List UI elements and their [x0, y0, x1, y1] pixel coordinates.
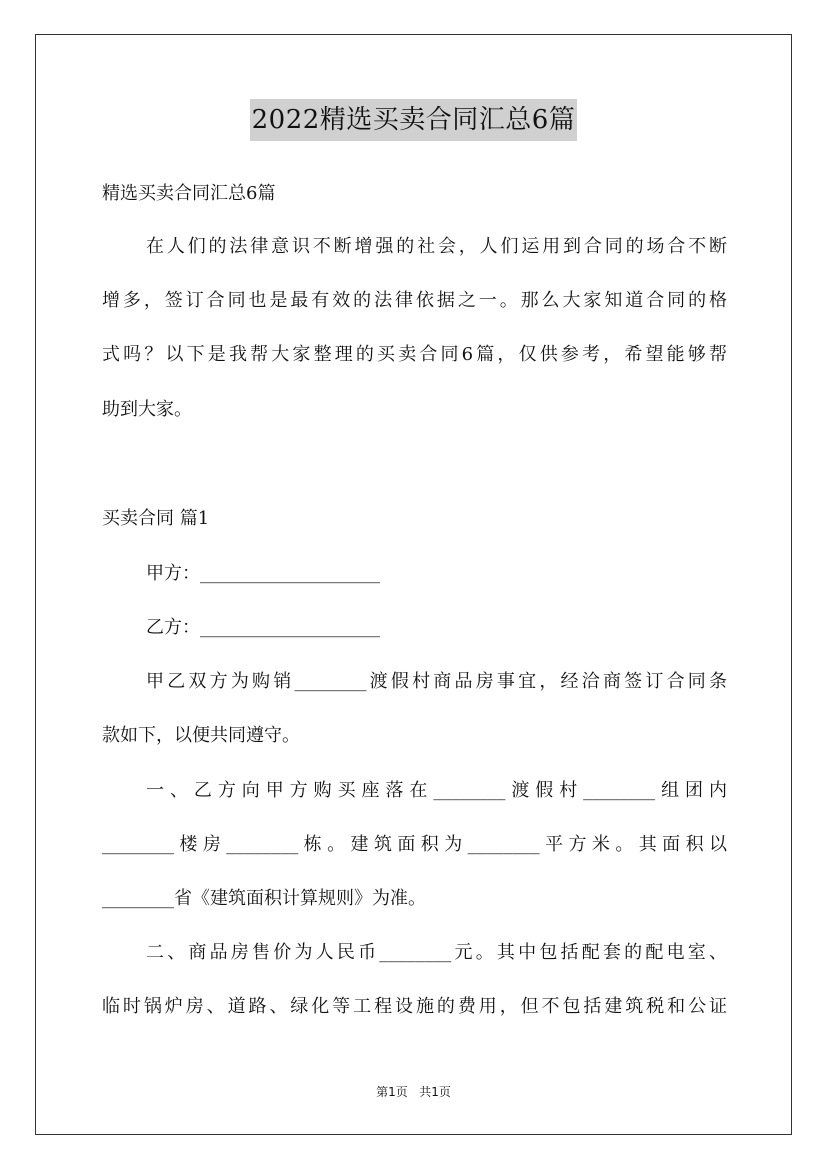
- clause-line-4: ________楼房________栋。建筑面积为________平方米。其面积以: [102, 834, 727, 855]
- clause-line-2: 款如下，以便共同遵守。: [102, 725, 300, 746]
- section-heading: 买卖合同 篇1: [102, 508, 210, 529]
- intro-line-4: 助到大家。: [102, 399, 192, 420]
- clause-line-3: 一、乙方向甲方购买座落在________渡假村________组团内: [146, 780, 727, 801]
- intro-line-1: 在人们的法律意识不断增强的社会，人们运用到合同的场合不断: [146, 236, 727, 257]
- page-total: 共1页: [419, 1085, 451, 1099]
- party-a-line: 甲方：____________________: [146, 563, 380, 584]
- clause-line-6: 二、商品房售价为人民币________元。其中包括配套的配电室、: [146, 942, 727, 963]
- title-container: [0, 99, 827, 141]
- document-subtitle: 精选买卖合同汇总6篇: [102, 183, 276, 204]
- clause-line-1: 甲乙双方为购销________渡假村商品房事宜，经洽商签订合同条: [146, 671, 727, 692]
- party-b-line: 乙方：____________________: [146, 617, 380, 638]
- intro-line-2: 增多，签订合同也是最有效的法律依据之一。那么大家知道合同的格: [102, 290, 727, 311]
- page-number: 第1页: [376, 1085, 408, 1099]
- clause-line-5: ________省《建筑面积计算规则》为准。: [102, 888, 426, 909]
- page-footer: [0, 1083, 827, 1100]
- document-title: 2022精选买卖合同汇总6篇: [250, 99, 578, 141]
- clause-line-7: 临时锅炉房、道路、绿化等工程设施的费用，但不包括建筑税和公证: [102, 996, 727, 1017]
- intro-line-3: 式吗？以下是我帮大家整理的买卖合同6篇，仅供参考，希望能够帮: [102, 344, 727, 365]
